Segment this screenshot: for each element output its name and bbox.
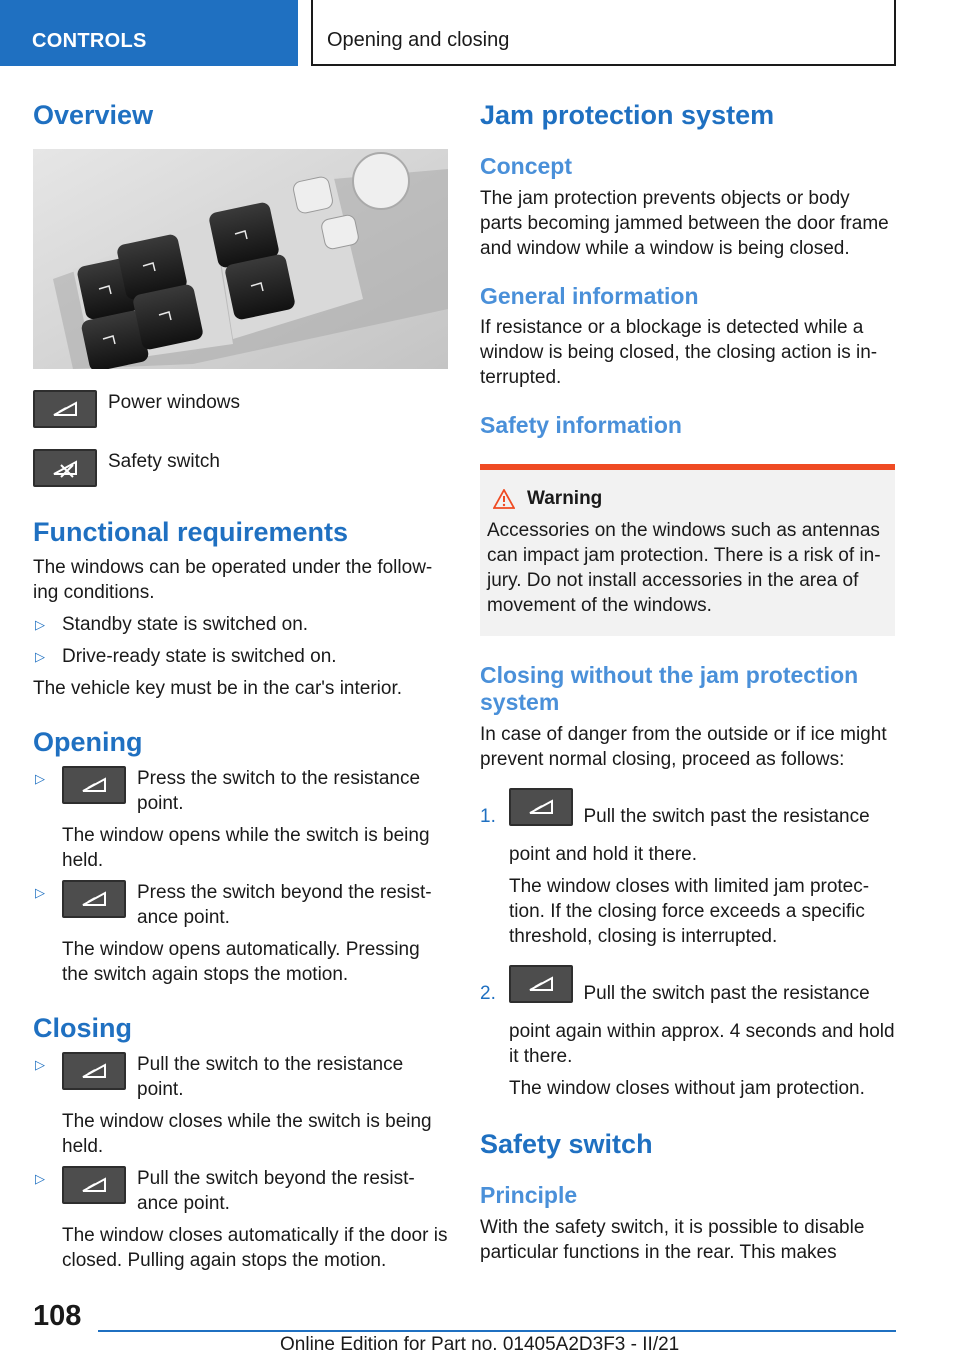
page-number: 108: [33, 1300, 82, 1332]
left-column: [33, 100, 448, 1273]
principle-heading: Principle: [480, 1182, 578, 1209]
list-item: [480, 965, 895, 1101]
bullet-arrow-icon: ▷: [35, 885, 45, 901]
power-window-icon: [33, 390, 97, 428]
safety-info-heading: Safety information: [480, 412, 682, 439]
general-info-text: If resistance or a blockage is detected while a window is being closed, the closing action is in-terrupted.: [480, 317, 878, 389]
right-column: [480, 100, 895, 1265]
action-text: Pull the switch beyond the resist-ance point.: [137, 1168, 415, 1215]
opening-heading: Opening: [33, 727, 143, 758]
functional-requirements-heading: Functional requirements: [33, 517, 349, 548]
bullet-arrow-icon: ▷: [35, 617, 45, 633]
chapter-title: Opening and closing: [327, 29, 510, 51]
bullet-arrow-icon: ▷: [35, 771, 45, 787]
power-window-icon: [62, 880, 126, 918]
legend-power-windows: [33, 390, 448, 428]
action-text: Pull the switch to the resistance point.: [137, 1054, 404, 1101]
edition-note: Online Edition for Part no. 01405A2D3F3 - II/21: [280, 1334, 680, 1355]
concept-text: The jam protection prevents objects or body parts becoming jammed between the door frame and window while a window is being closed.: [480, 187, 889, 259]
closing-without-text: In case of danger from the outside or if ice might prevent normal closing, proceed as follows:: [480, 724, 887, 771]
window-switch-illustration: [33, 149, 448, 369]
concept-heading: Concept: [480, 153, 572, 180]
jam-protection-heading: Jam protection system: [480, 100, 775, 130]
overview-heading: Overview: [33, 100, 154, 130]
step-action: Pull the switch past the resistance point again within approx. 4 seconds and hold it there.: [509, 983, 895, 1068]
result-text: The window opens automatically. Pressing the switch again stops the motion.: [62, 939, 420, 986]
step-result: The window closes with limited jam protec-tion. If the closing force exceeds a specific threshold, closing is interrupted.: [509, 876, 870, 948]
result-text: The window opens while the switch is being held.: [62, 825, 430, 872]
power-window-icon: [62, 1052, 126, 1090]
window-switch-photo: [33, 149, 448, 369]
warning-title: Warning: [527, 487, 603, 509]
list-item: [33, 612, 448, 637]
section-title: CONTROLS: [32, 30, 147, 52]
warning-text: Accessories on the windows such as antennas can impact jam protection. There is a risk of in-jury. Do not install accessories in the area of movement of the windows.: [487, 519, 881, 616]
step-number: 2.: [480, 983, 496, 1005]
principle-text: With the safety switch, it is possible to disable particular functions in the rear. This makes: [480, 1216, 865, 1263]
step-action: Pull the switch past the resistance point and hold it there.: [509, 806, 870, 866]
legend-safety-switch: [33, 449, 448, 487]
power-window-icon: [62, 766, 126, 804]
closing-heading: Closing: [33, 1013, 132, 1044]
power-window-icon: [509, 965, 573, 1003]
bullet-text: Standby state is switched on.: [62, 614, 309, 636]
step-result: The window closes without jam protection.: [509, 1078, 865, 1100]
functional-intro: The windows can be operated under the follow-ing conditions.: [33, 557, 433, 604]
functional-outro: The vehicle key must be in the car's interior.: [33, 678, 403, 700]
footer-divider: [98, 1330, 896, 1332]
bullet-text: Drive-ready state is switched on.: [62, 646, 337, 668]
step-number: 1.: [480, 806, 496, 828]
list-item: [33, 644, 448, 669]
section-tab: [0, 0, 298, 66]
result-text: The window closes while the switch is being held.: [62, 1111, 432, 1158]
result-text: The window closes automatically if the door is closed. Pulling again stops the motion.: [62, 1225, 448, 1272]
action-text: Press the switch to the resistance point.: [137, 768, 421, 815]
action-text: Press the switch beyond the resist-ance point.: [137, 882, 432, 929]
list-item: [33, 880, 448, 987]
bullet-arrow-icon: ▷: [35, 649, 45, 665]
closing-without-heading: Closing without the jam protection system: [480, 661, 859, 716]
list-item: [33, 1166, 448, 1273]
legend-label: Safety switch: [108, 451, 220, 473]
legend-label: Power windows: [108, 392, 240, 414]
bullet-arrow-icon: ▷: [35, 1057, 45, 1073]
power-window-icon: [509, 788, 573, 826]
list-item: [33, 766, 448, 873]
warning-triangle-icon: [493, 489, 515, 509]
bullet-arrow-icon: ▷: [35, 1171, 45, 1187]
warning-box: [480, 464, 895, 636]
chapter-header: [311, 0, 896, 66]
list-item: [480, 788, 895, 949]
safety-switch-icon: [33, 449, 97, 487]
safety-switch-heading: Safety switch: [480, 1129, 653, 1160]
power-window-icon: [62, 1166, 126, 1204]
list-item: [33, 1052, 448, 1159]
general-info-heading: General information: [480, 282, 699, 309]
